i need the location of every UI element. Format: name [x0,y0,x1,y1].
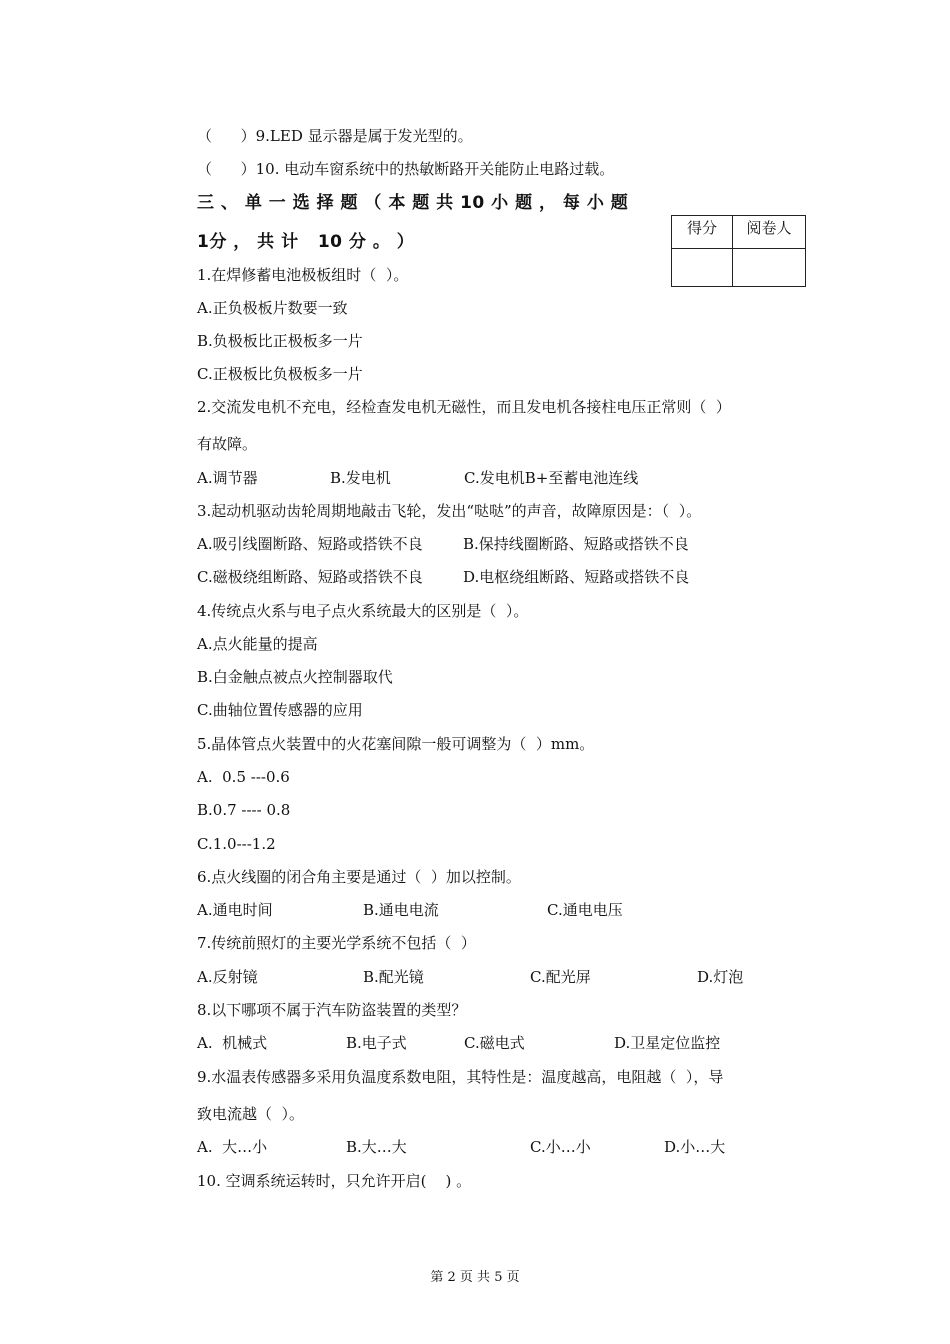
question-5-stem: 5.晶体管点火装置中的火花塞间隙一般可调整为（ ）mm。 [197,735,595,753]
section-title-line1: 三 、 单 一 选 择 题 （ 本 题 共 10 小 题 ， 每 小 题 [197,193,629,213]
question-3-option-a: A.吸引线圈断路、短路或搭铁不良 [197,535,423,553]
question-6-stem: 6.点火线圈的闭合角主要是通过（ ）加以控制。 [197,868,521,886]
question-7-option-c: C.配光屏 [530,968,591,986]
question-4-option-b: B.白金触点被点火控制器取代 [197,668,393,686]
question-3-option-b: B.保持线圈断路、短路或搭铁不良 [463,535,689,553]
grader-header: 阅卷人 [733,216,806,249]
question-7-stem: 7.传统前照灯的主要光学系统不包括（ ） [197,934,476,952]
question-3-option-c: C.磁极绕组断路、短路或搭铁不良 [197,568,423,586]
question-10-stem: 10. 空调系统运转时，只允许开启( ) 。 [197,1172,472,1190]
question-2-option-b: B.发电机 [330,469,391,487]
question-2-option-c: C.发电机B+至蓄电池连线 [464,469,639,487]
question-1-option-b: B.负极板比正极板多一片 [197,332,363,350]
question-9-option-a: A. 大…小 [197,1138,268,1156]
grader-cell[interactable] [733,249,806,287]
question-6-option-c: C.通电电压 [547,901,623,919]
score-header: 得分 [672,216,733,249]
question-7-option-d: D.灯泡 [697,968,744,986]
question-2-stem-cont: 有故障。 [197,435,258,453]
question-9-stem-cont: 致电流越（ ）。 [197,1105,305,1123]
question-1-option-c: C.正极板比负极板多一片 [197,365,363,383]
question-5-option-c: C.1.0---1.2 [197,835,276,853]
question-4-stem: 4.传统点火系与电子点火系统最大的区别是（ ）。 [197,602,529,620]
question-4-option-a: A.点火能量的提高 [197,635,318,653]
question-8-option-b: B.电子式 [346,1034,407,1052]
question-8-option-a: A. 机械式 [197,1034,268,1052]
question-5-option-a: A. 0.5 ---0.6 [197,768,290,786]
score-table [671,215,806,287]
question-6-option-b: B.通电电流 [363,901,439,919]
question-4-option-c: C.曲轴位置传感器的应用 [197,701,363,719]
page-footer: 第 2 页 共 5 页 [430,1270,520,1285]
section-title-line2: 1分 ， 共 计 10 分 。 ） [197,232,415,252]
tf-question-10: （ ）10. 电动车窗系统中的热敏断路开关能防止电路过载。 [197,160,615,178]
question-1-option-a: A.正负极板片数要一致 [197,299,348,317]
question-5-option-b: B.0.7 ---- 0.8 [197,801,291,819]
question-2-stem: 2.交流发电机不充电，经检查发电机无磁性，而且发电机各接柱电压正常则（ ） [197,398,731,416]
question-2-option-a: A.调节器 [197,469,258,487]
question-1-stem: 1.在焊修蓄电池极板组时（ ）。 [197,266,409,284]
question-8-stem: 8.以下哪项不属于汽车防盗装置的类型？ [197,1001,467,1019]
question-3-option-d: D.电枢绕组断路、短路或搭铁不良 [463,568,690,586]
question-7-option-a: A.反射镜 [197,968,258,986]
question-8-option-c: C.磁电式 [464,1034,525,1052]
question-9-option-b: B.大…大 [346,1138,407,1156]
question-3-stem: 3.起动机驱动齿轮周期地敲击飞轮，发出“哒哒”的声音，故障原因是：（ ）。 [197,502,702,520]
question-7-option-b: B.配光镜 [363,968,424,986]
question-8-option-d: D.卫星定位监控 [614,1034,721,1052]
question-9-option-c: C.小…小 [530,1138,591,1156]
question-9-stem: 9.水温表传感器多采用负温度系数电阻，其特性是：温度越高，电阻越（ ），导 [197,1068,724,1086]
question-9-option-d: D.小…大 [664,1138,726,1156]
score-cell[interactable] [672,249,733,287]
question-6-option-a: A.通电时间 [197,901,273,919]
tf-question-9: （ ）9.LED 显示器是属于发光型的。 [197,127,473,145]
